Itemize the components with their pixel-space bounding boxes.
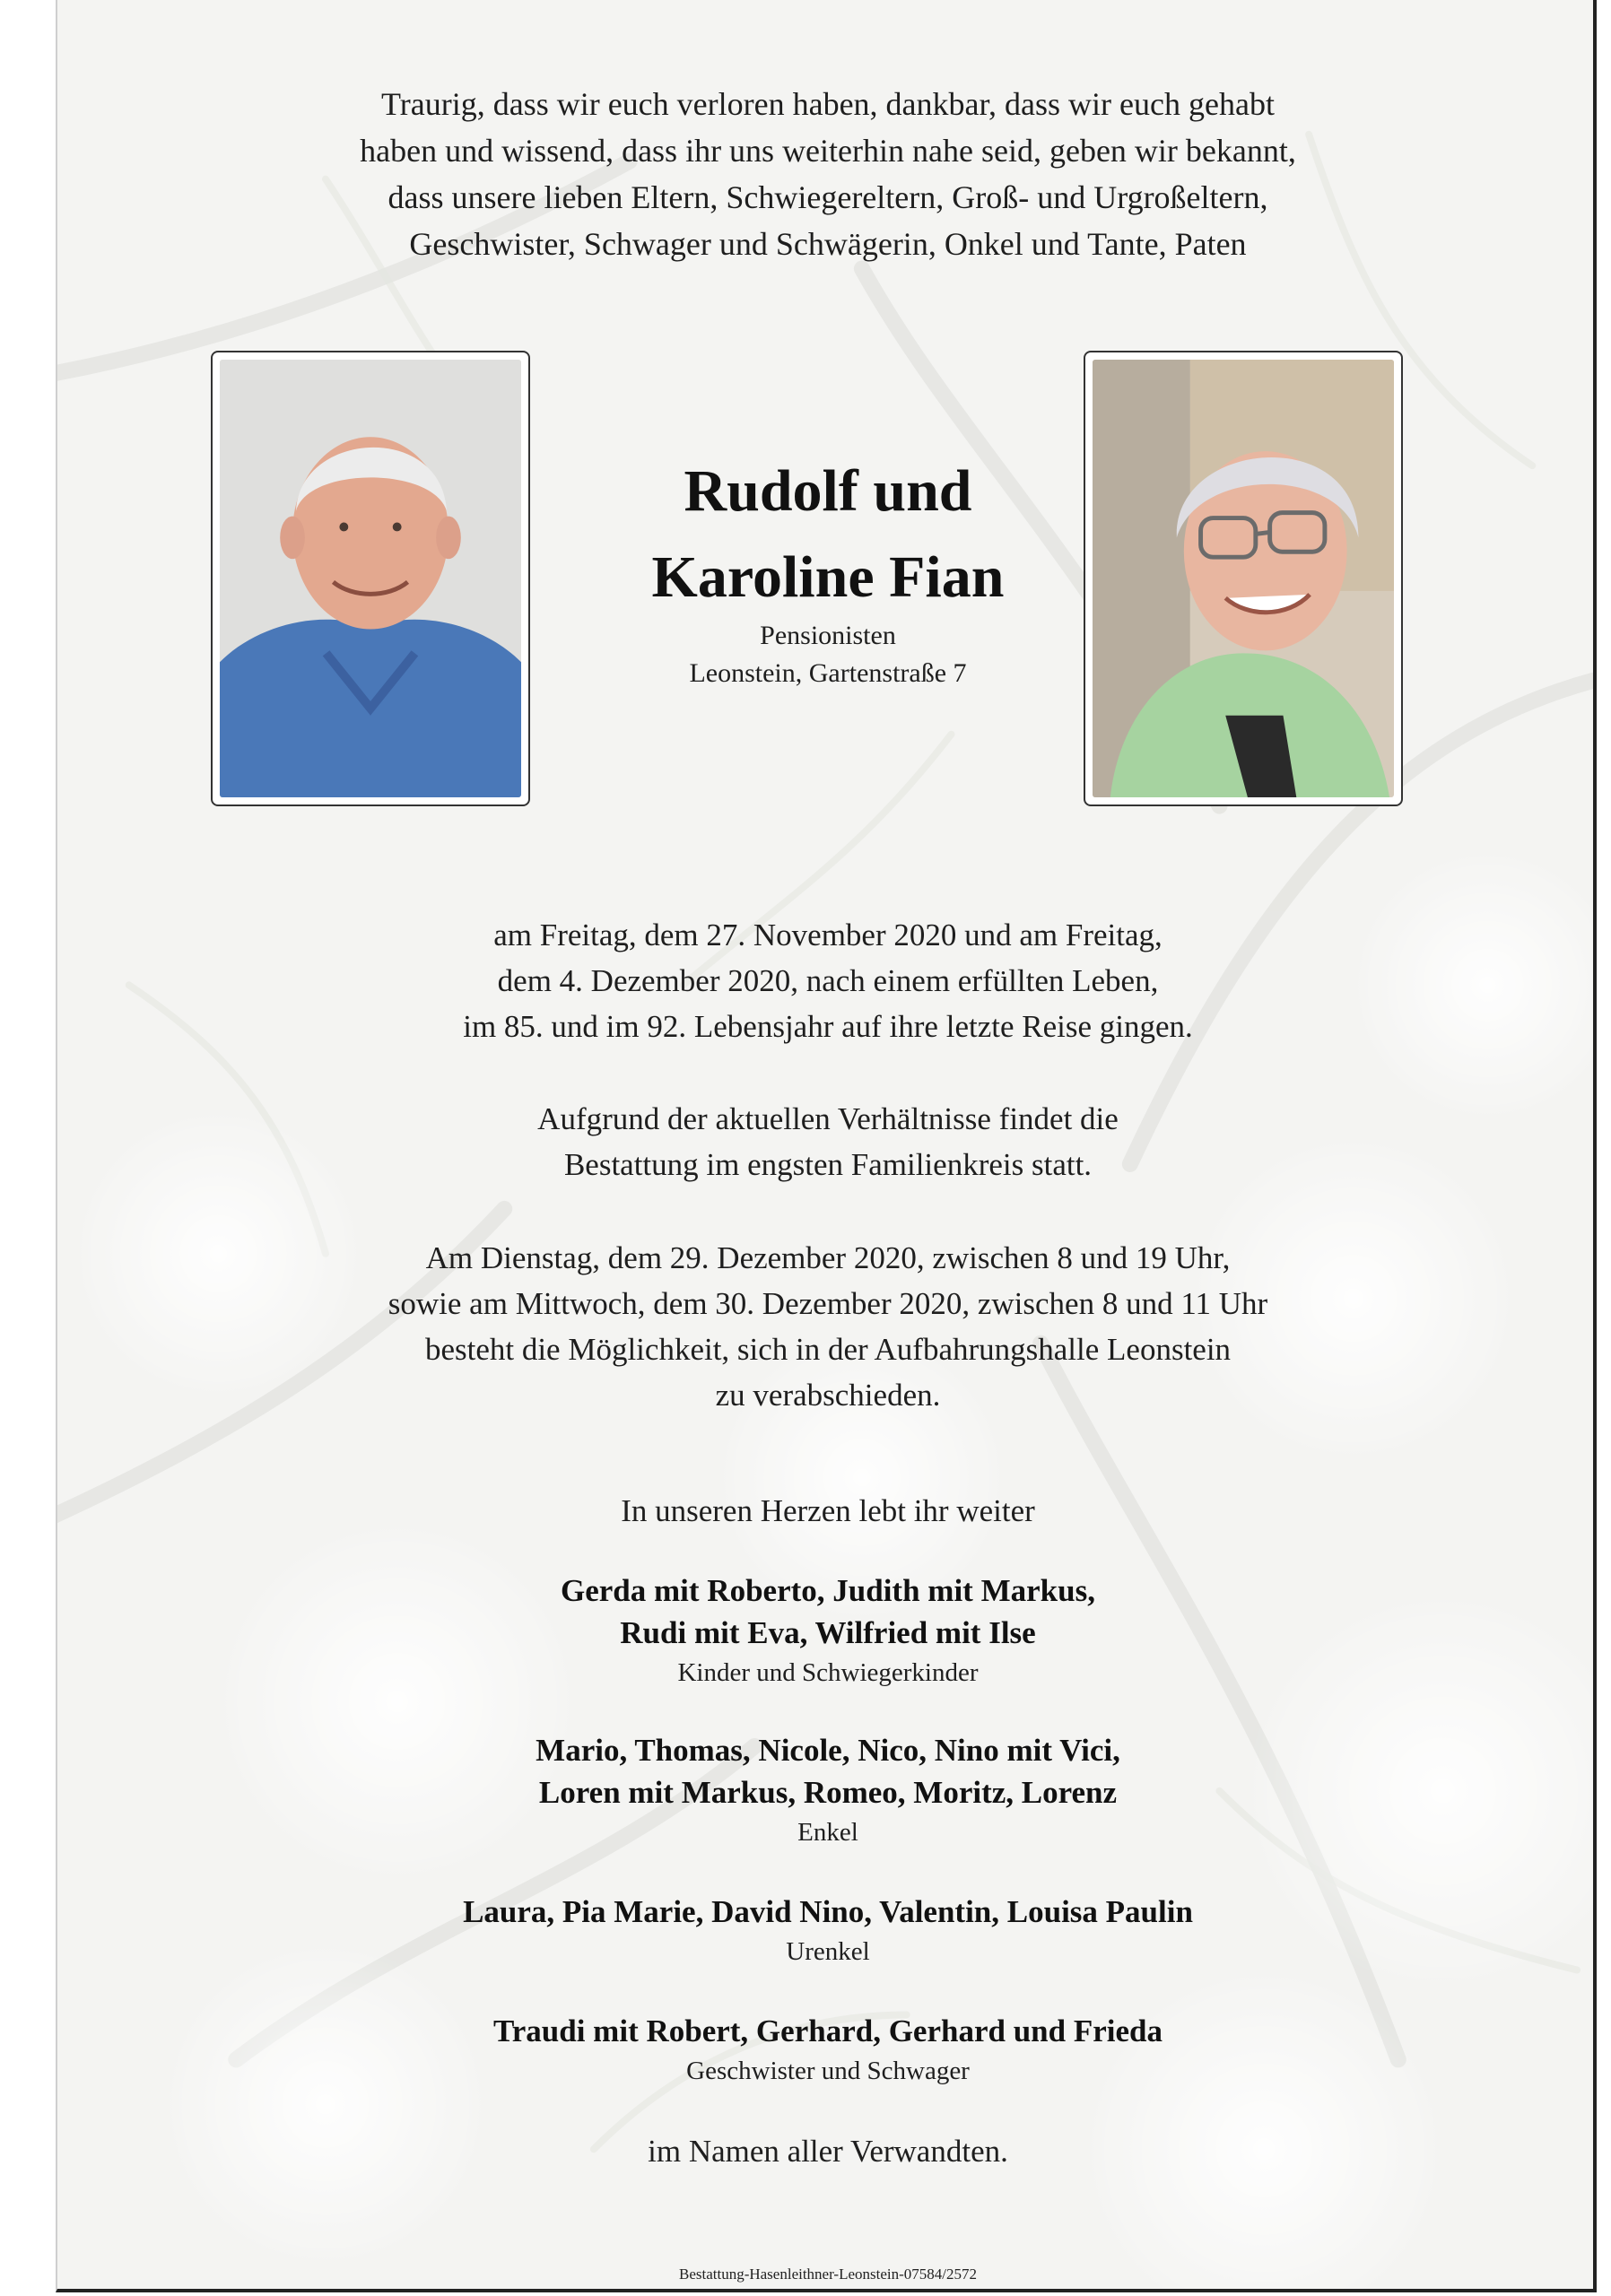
deceased-name-line: Rudolf und <box>684 458 972 524</box>
passing-text <box>57 912 1597 1049</box>
intro-line: haben und wissend, dass ihr uns weiterhin nahe seid, geben wir bekannt, <box>360 133 1296 169</box>
burial-text <box>57 1096 1597 1187</box>
passing-line: dem 4. Dezember 2020, nach einem erfüllten Leben, <box>497 963 1159 998</box>
deceased-address: Leonstein, Gartenstraße 7 <box>689 658 967 688</box>
intro-line: dass unsere lieben Eltern, Schwiegereltern, Groß- und Urgroßeltern, <box>388 179 1268 215</box>
family-role: Geschwister und Schwager <box>686 2057 970 2085</box>
family-names: Mario, Thomas, Nicole, Nico, Nino mit Vici, <box>536 1733 1120 1768</box>
family-group-grandchildren <box>57 1729 1597 1851</box>
viewing-text <box>57 1235 1597 1418</box>
deceased-name-line: Karoline Fian <box>651 544 1005 610</box>
obituary-page <box>56 0 1597 2292</box>
family-names: Rudi mit Eva, Wilfried mit Ilse <box>620 1615 1036 1650</box>
burial-line: Aufgrund der aktuellen Verhältnisse findet die <box>537 1101 1119 1136</box>
viewing-line: Am Dienstag, dem 29. Dezember 2020, zwischen 8 und 19 Uhr, <box>425 1240 1231 1275</box>
family-role: Enkel <box>797 1818 858 1847</box>
family-role: Urenkel <box>786 1937 870 1966</box>
intro-text <box>57 81 1597 267</box>
deceased-details <box>57 617 1597 692</box>
hearts-line: In unseren Herzen lebt ihr weiter <box>621 1493 1035 1528</box>
family-group-great-grandchildren <box>57 1891 1597 1970</box>
family-names: Laura, Pia Marie, David Nino, Valentin, Louisa Paulin <box>463 1894 1193 1929</box>
family-group-children <box>57 1570 1597 1692</box>
viewing-line: zu verabschieden. <box>715 1378 941 1413</box>
family-names: Loren mit Markus, Romeo, Moritz, Lorenz <box>538 1775 1118 1810</box>
funeral-home-footer: Bestattung-Hasenleithner-Leonstein-07584/2572 <box>678 2266 978 2283</box>
passing-line: im 85. und im 92. Lebensjahr auf ihre letzte Reise gingen. <box>463 1009 1193 1044</box>
burial-line: Bestattung im engsten Familienkreis statt. <box>563 1147 1093 1182</box>
intro-line: Geschwister, Schwager und Schwägerin, Onkel und Tante, Paten <box>409 226 1247 262</box>
intro-line: Traurig, dass wir euch verloren haben, dankbar, dass wir euch gehabt <box>381 86 1275 122</box>
closing-line: im Namen aller Verwandten. <box>648 2134 1008 2169</box>
viewing-line: besteht die Möglichkeit, sich in der Aufbahrungshalle Leonstein <box>424 1332 1232 1367</box>
family-names: Gerda mit Roberto, Judith mit Markus, <box>561 1573 1095 1608</box>
family-group-siblings <box>57 2010 1597 2090</box>
passing-line: am Freitag, dem 27. November 2020 und am Freitag, <box>493 918 1163 952</box>
family-role: Kinder und Schwiegerkinder <box>677 1658 979 1687</box>
viewing-line: sowie am Mittwoch, dem 30. Dezember 2020, zwischen 8 und 11 Uhr <box>388 1286 1268 1321</box>
family-names: Traudi mit Robert, Gerhard, Gerhard und Frieda <box>493 2013 1163 2048</box>
deceased-names <box>57 448 1597 621</box>
deceased-occupation: Pensionisten <box>760 621 896 650</box>
